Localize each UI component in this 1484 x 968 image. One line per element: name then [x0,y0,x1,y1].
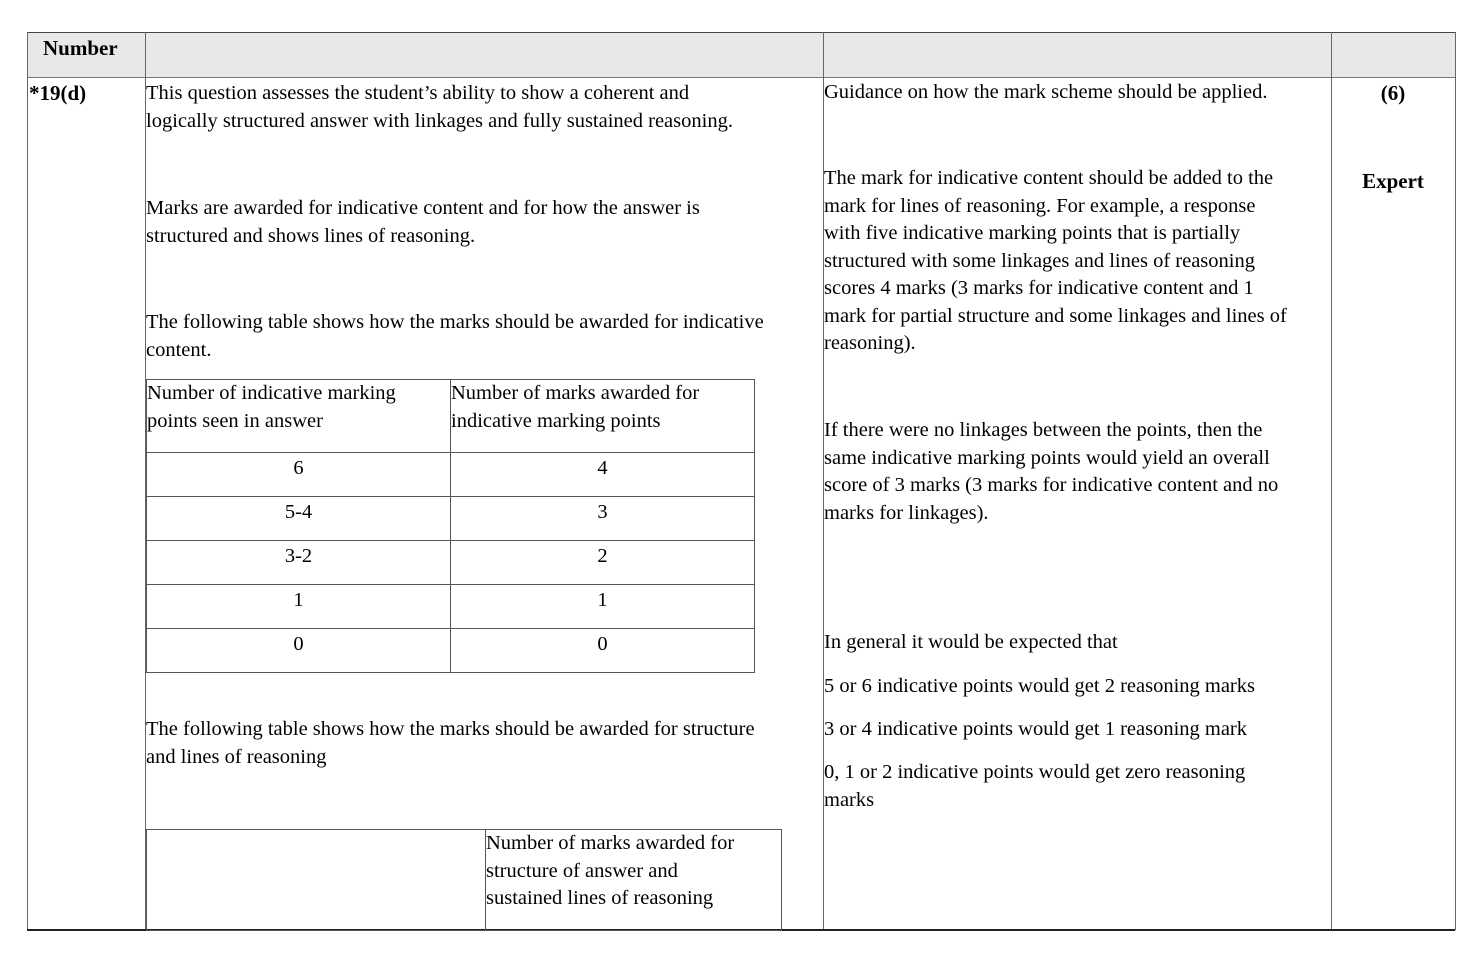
table-row [147,453,755,497]
expected-item: 5 or 6 indicative points would get 2 reasoning marks [824,675,1255,697]
structure-reasoning-table [146,829,782,931]
table-cell: 3 [451,497,755,541]
question-number: *19(d) [29,81,87,105]
guidance-line: structured with some linkages and lines of reasoning [824,249,1255,272]
indicative-content-table [146,379,755,673]
table1-intro-line: The following table shows how the marks should be awarded for indicative [146,311,764,333]
guidance-paragraph-2 [824,417,1278,527]
guidance-line: marks for linkages). [824,501,989,524]
guidance-line: score of 3 marks (3 marks for indicative content and no [824,474,1279,496]
expected-intro: In general it would be expected that [824,631,1118,653]
guidance-line: scores 4 marks (3 marks for indicative content and 1 [824,277,1254,299]
guidance-line: with five indicative marking points that is partially [824,222,1241,244]
answer-intro-line: logically structured answer with linkages and fully sustained reasoning. [146,109,733,132]
table-cell: 5-4 [147,497,451,541]
table-row [147,497,755,541]
table-border-left [27,32,28,930]
table-row [147,541,755,585]
table2-intro-line: and lines of reasoning [146,745,327,768]
answer-intro [146,80,733,135]
expected-item-line: 0, 1 or 2 indicative points would get zero reasoning [824,761,1246,783]
guidance-paragraph-1 [824,165,1287,358]
table-cell: 0 [147,629,451,673]
column-divider [1331,32,1332,930]
expected-item [824,759,1245,814]
table-header-row [147,380,755,453]
expected-item: 3 or 4 indicative points would get 1 reasoning mark [824,718,1248,740]
header-line: Number of indicative marking [147,382,396,404]
table-cell: 1 [147,585,451,629]
header-line: structure of answer and [486,859,678,882]
table-header-cell [451,380,755,453]
marks-awarded-line: structured and shows lines of reasoning. [146,224,476,247]
table-header-row [147,830,782,931]
table2-intro-line: The following table shows how the marks should be awarded for structure [146,718,755,740]
header-cell-marks [1331,32,1455,78]
header-cell-guidance [823,32,1331,78]
table-header-cell [147,380,451,453]
table-cell: 6 [147,453,451,497]
header-line: points seen in answer [147,409,323,432]
expected-item-line: marks [824,788,875,811]
answer-intro-line: This question assesses the student’s ability to show a coherent and [146,82,690,104]
guidance-line: The mark for indicative content should be added to the [824,167,1274,189]
header-line: Number of marks awarded for [451,382,700,404]
table1-intro-line: content. [146,338,212,361]
table-cell: 1 [451,585,755,629]
table-cell: 4 [451,453,755,497]
guidance-line: If there were no linkages between the points, then the [824,419,1263,441]
guidance-line: reasoning). [824,332,916,354]
table2-intro [146,716,755,771]
table-cell: 3-2 [147,541,451,585]
marks-awarded-paragraph [146,195,700,250]
header-cell-number [27,32,145,78]
header-cell-answer [145,32,823,78]
table1-intro [146,309,764,364]
table-row [147,629,755,673]
table-header-cell [486,830,782,931]
header-line: Number of marks awarded for [486,832,735,854]
header-number-label: Number [43,36,118,60]
table-row [147,585,755,629]
marks-level: Expert [1362,169,1424,193]
header-line: indicative marking points [451,409,661,432]
guidance-line: mark for partial structure and some linkages and lines of [824,304,1287,327]
table-header-cell [147,830,486,931]
marks-awarded-line: Marks are awarded for indicative content and for how the answer is [146,197,700,219]
guidance-line: mark for lines of reasoning. For example, a response [824,194,1256,217]
header-line: sustained lines of reasoning [486,887,714,909]
guidance-title: Guidance on how the mark scheme should be applied. [824,81,1268,103]
table-cell: 0 [451,629,755,673]
table-border-right [1455,32,1456,930]
guidance-line: same indicative marking points would yield an overall [824,446,1270,469]
table-cell: 2 [451,541,755,585]
marks-total: (6) [1380,81,1406,105]
